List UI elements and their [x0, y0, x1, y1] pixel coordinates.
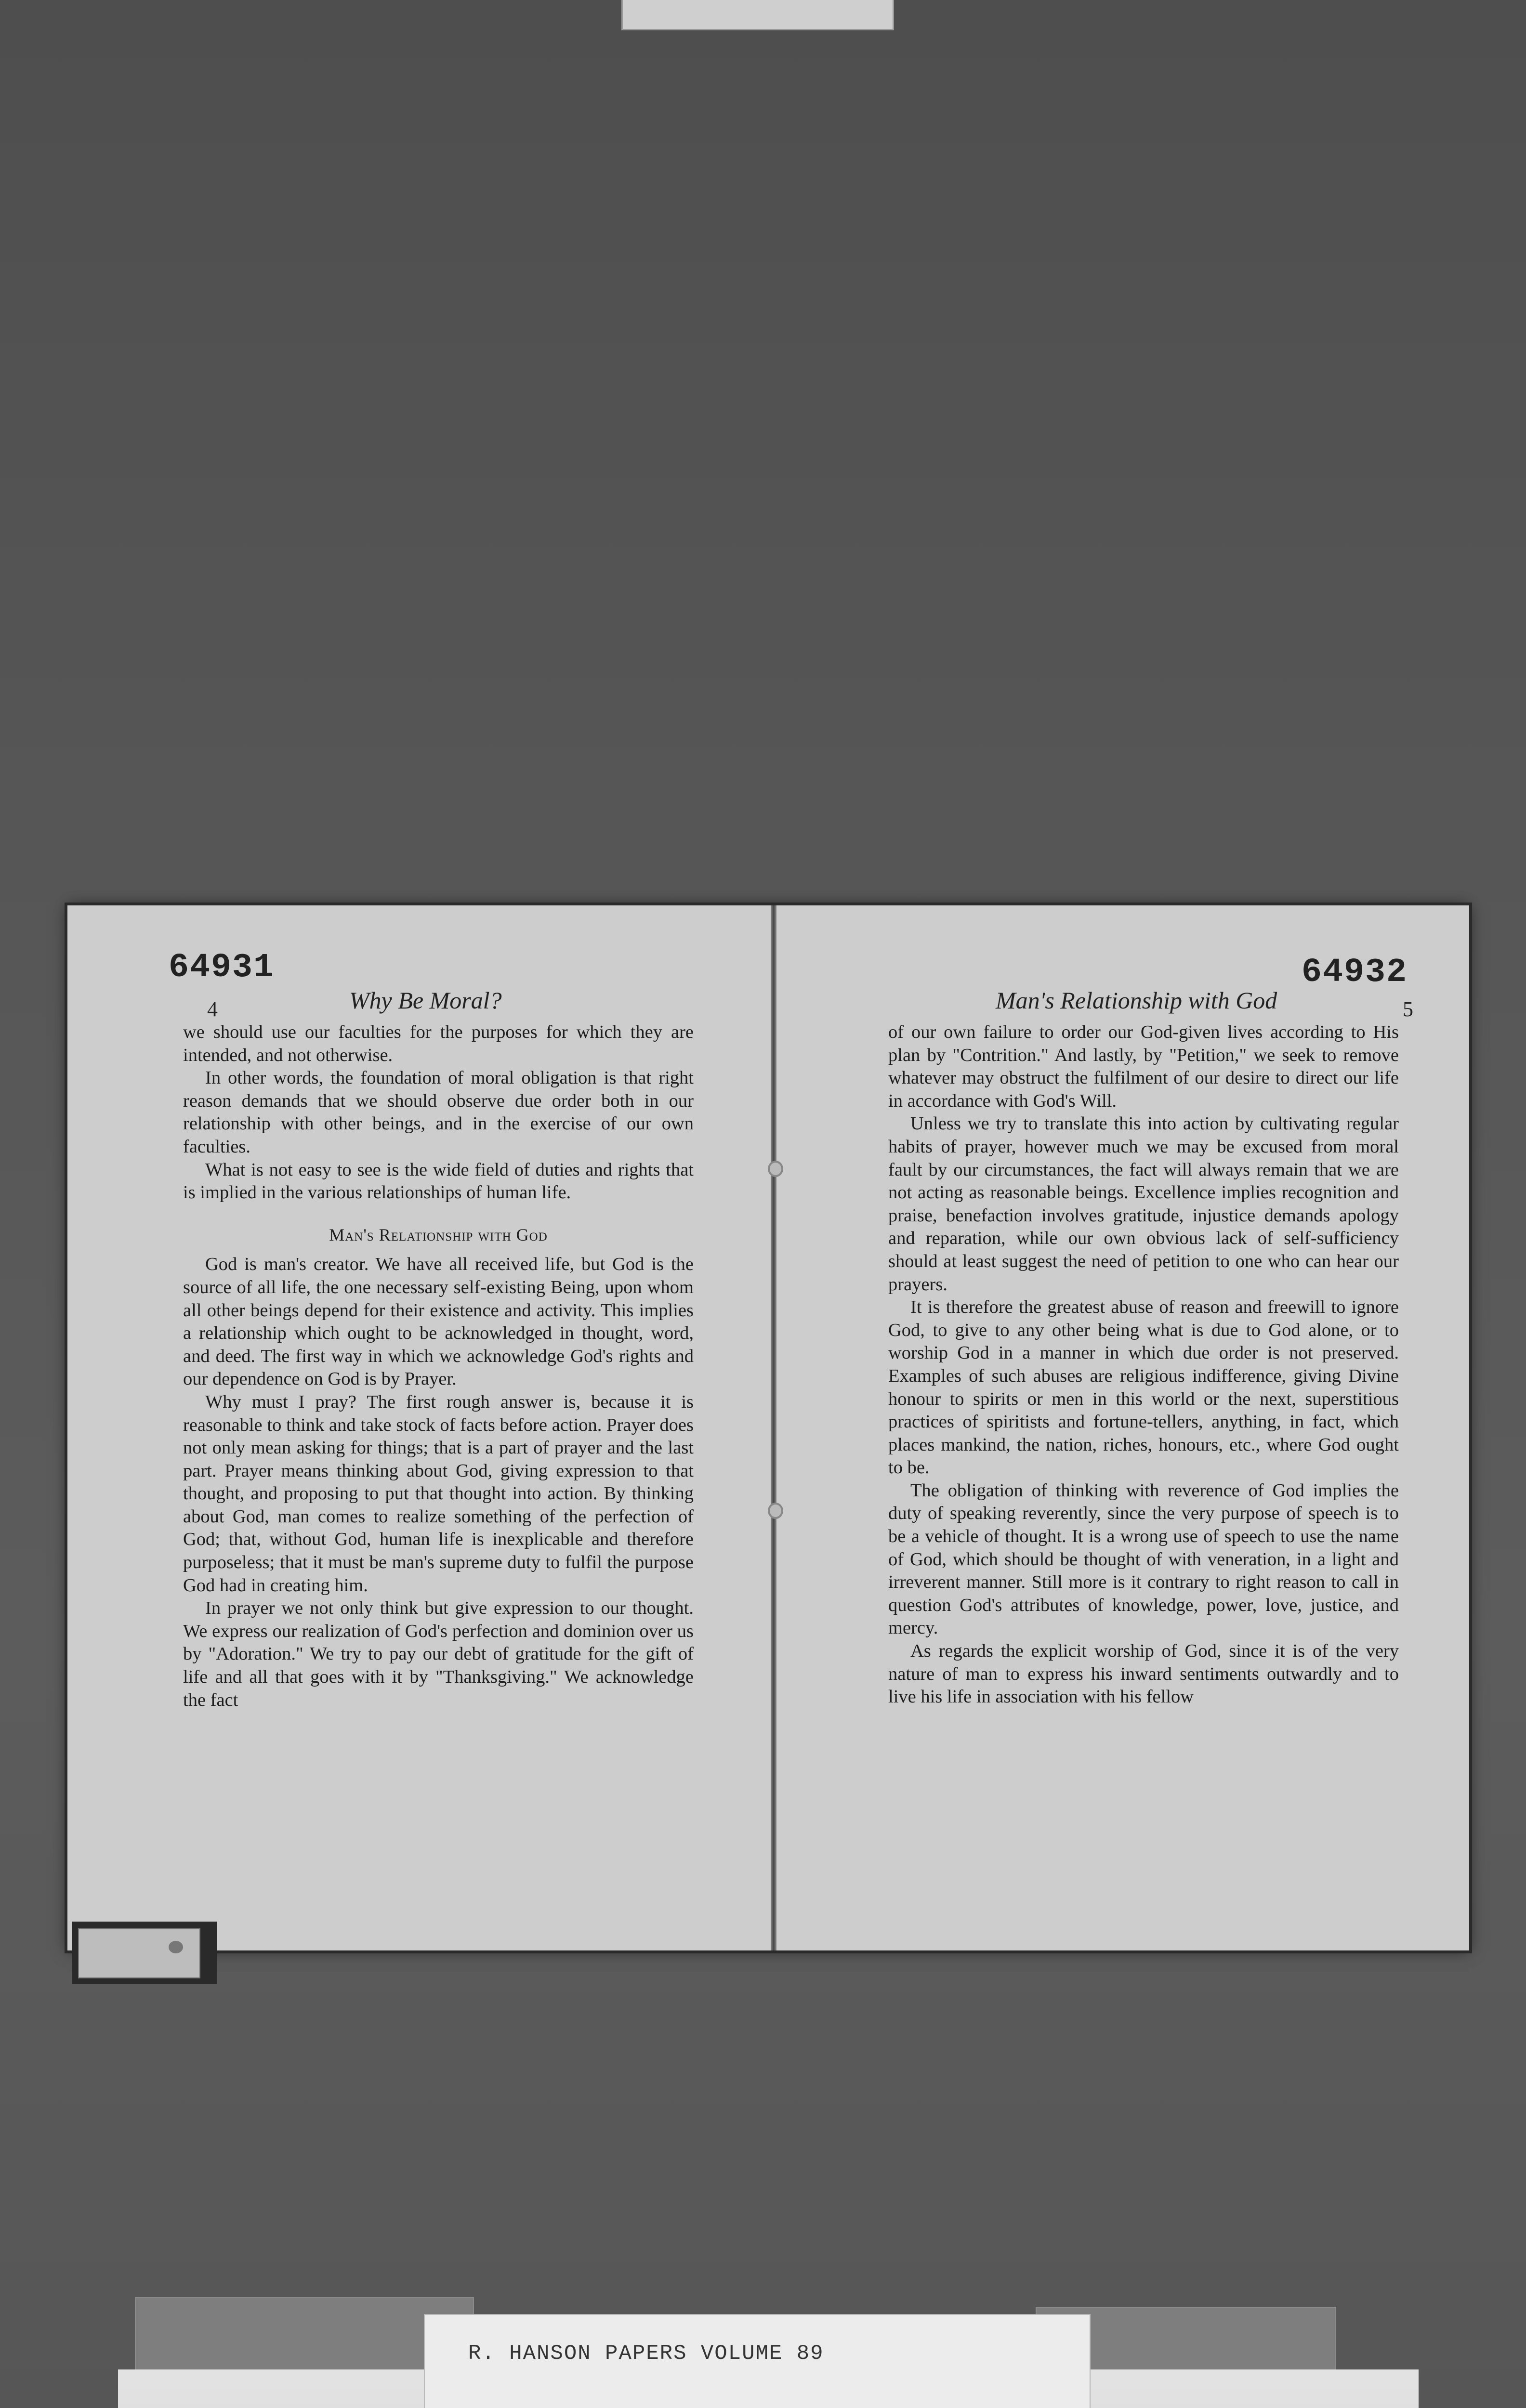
book-spread: [67, 905, 1469, 1950]
collection-slip-text: R. HANSON PAPERS VOLUME 89: [468, 2342, 824, 2366]
collection-slip: [424, 2314, 1091, 2408]
paragraph: In prayer we not only think but give expression to our thought. We express our realization of God's perfection and dominion over us by "Adoration." We try to pay our debt of gratitude for the gift of life and all that goes with it by "Thanksgiving." We acknowledge the fact: [183, 1598, 694, 1710]
paragraph: God is man's creator. We have all received life, but God is the source of all life, the one necessary self-existing Being, upon whom all other beings depend for their existence and activity. This implies a relationship which ought to be acknowledged in thought, word, and deed. The first way in which we acknowledge God's rights and our dependence on God is by Prayer.: [183, 1254, 694, 1389]
paragraph: Unless we try to translate this into action by cultivating regular habits of prayer, however much we may be excused from moral fault by our circumstances, the fact will always remain that we are not acting as reasonable beings. Excellence implies recognition and praise, benefaction involves gratitude, injustice demands apology and reparation, while our own obvious lack of self-sufficiency should at least suggest the need of petition to one who can hear our prayers.: [888, 1113, 1399, 1295]
page-number: 4: [207, 997, 218, 1021]
section-heading: Man's Relationship with God: [329, 1225, 548, 1244]
paragraph: As regards the explicit worship of God, since it is of the very nature of man to express his inward sentiments outwardly and to live his life in association with his fellow: [888, 1641, 1399, 1707]
running-head: Why Be Moral?: [349, 987, 502, 1014]
film-clip-knob: [169, 1941, 183, 1953]
film-clip-tab: [72, 1922, 217, 1984]
right-page: [776, 905, 1469, 1950]
paragraph: In other words, the foundation of moral obligation is that right reason demands that we should observe due order both in our relationship with other beings, and in the exercise of our own faculties.: [183, 1068, 694, 1157]
archive-stamp-number: 64931: [169, 949, 275, 987]
paragraph: of our own failure to order our God-given lives according to His plan by "Contrition." And lastly, by "Petition," we seek to remove whatever may obstruct the fulfilment of our desire to direct our life in accordance with God's Will.: [888, 1022, 1399, 1111]
paragraph: we should use our faculties for the purposes for which they are intended, and not otherwise.: [183, 1022, 694, 1065]
paragraph: The obligation of thinking with reverence of God implies the duty of speaking reverently, since the very purpose of speech is to be a vehicle of thought. It is a wrong use of speech to use the name of God, which should be thought of with veneration, in a light and irreverent manner. Still more is it contrary to right reason to call in question God's attributes of knowledge, power, love, justice, and mercy.: [888, 1480, 1399, 1638]
book-gutter: [771, 905, 776, 1950]
left-page: [67, 905, 771, 1950]
archive-stamp-number: 64932: [1302, 954, 1408, 992]
top-film-tab: [621, 0, 894, 30]
page-body: [183, 1021, 694, 1712]
running-head: Man's Relationship with God: [996, 987, 1277, 1014]
page-body: [888, 1021, 1399, 1709]
film-clip-face: [78, 1928, 200, 1978]
paragraph: Why must I pray? The first rough answer is, because it is reasonable to think and take stock of facts before action. Prayer does not only mean asking for things; that is a part of prayer and the last part. Prayer means thinking about God, giving expression to that thought, and proposing to put that thought into action. By thinking about God, man comes to realize something of the perfection of God; that, without God, human life is inexplicable and therefore purposeless; that it must be man's supreme duty to fulfil the purpose God had in creating him.: [183, 1391, 694, 1596]
paragraph: It is therefore the greatest abuse of reason and freewill to ignore God, to give to any other being what is due to God alone, or to worship God in a manner in which due order is not preserved. Examples of such abuses are religious indifference, giving Divine honour to spirits or men in this world or the next, superstitious practices of spiritists and fortune-tellers, anything, in fact, which places mankind, the nation, riches, honours, etc., where God ought to be.: [888, 1297, 1399, 1478]
page-number: 5: [1403, 997, 1413, 1021]
paragraph: What is not easy to see is the wide field of duties and rights that is implied in the various relationships of human life.: [183, 1159, 694, 1203]
